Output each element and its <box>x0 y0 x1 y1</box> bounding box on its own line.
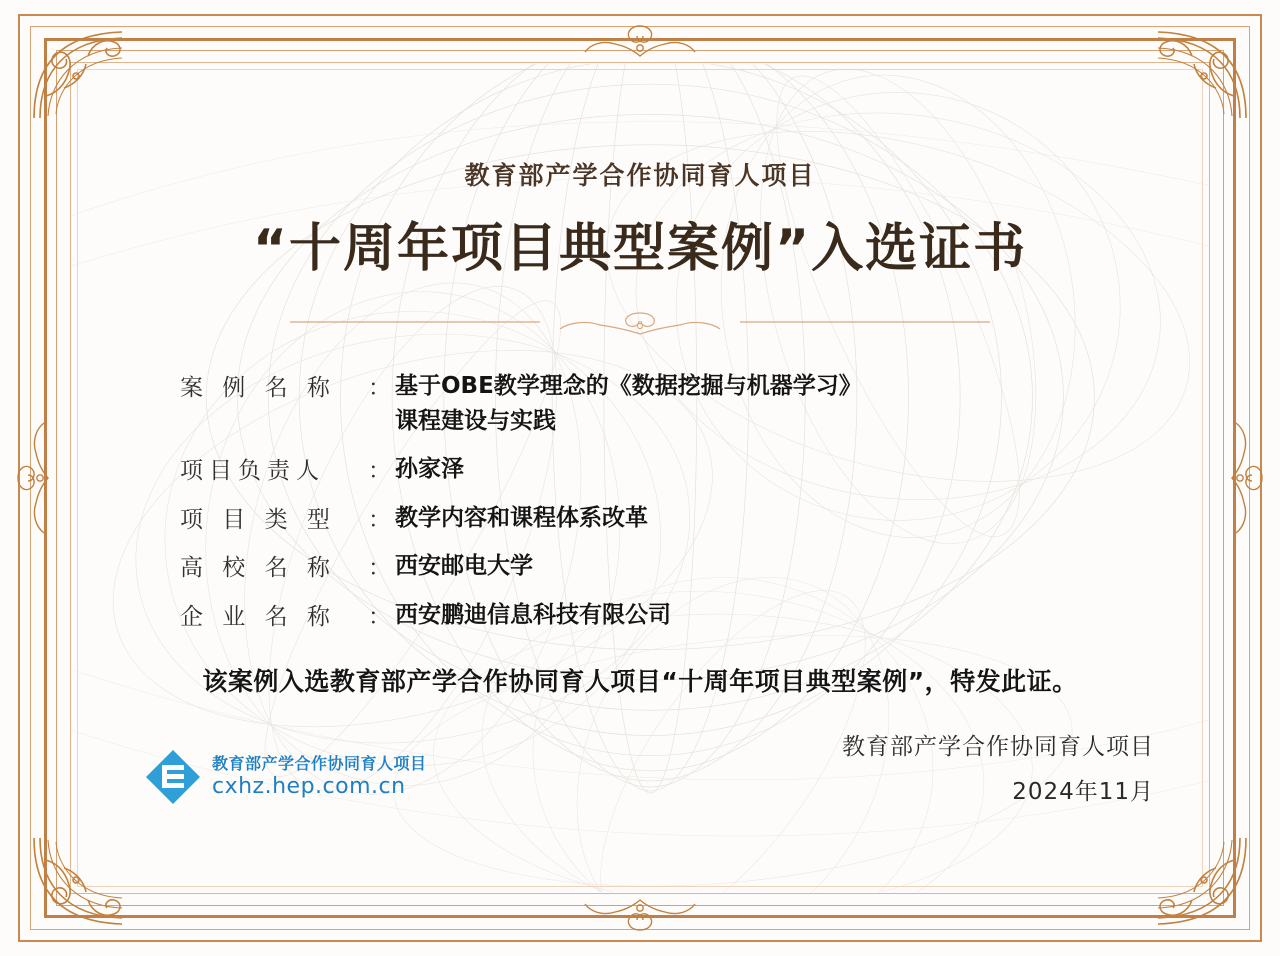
field-value-line1: 基于OBE教学理念的《数据挖掘与机器学习》 <box>395 373 862 399</box>
issuer-organization: 教育部产学合作协同育人项目 <box>842 734 1154 760</box>
field-row-project-type <box>180 501 1184 536</box>
program-logo-url: cxhz.hep.com.cn <box>212 773 406 799</box>
issue-date: 2024年11月 <box>1012 779 1154 805</box>
field-row-project-leader <box>180 452 1184 487</box>
certificate-fields <box>180 369 1184 632</box>
program-logo <box>144 748 427 806</box>
field-colon: ： <box>368 375 391 401</box>
edge-medallion-icon <box>555 22 725 66</box>
field-value: 教学内容和课程体系改革 <box>395 504 648 531</box>
field-colon: ： <box>368 555 391 581</box>
certificate-footer <box>96 728 1184 806</box>
field-row-university <box>180 549 1184 584</box>
field-label: 案 例 名 称 <box>180 375 336 401</box>
program-logo-text <box>212 755 427 799</box>
edge-medallion-icon <box>1222 393 1266 563</box>
field-value <box>395 369 862 438</box>
field-label: 项目负责人 <box>180 458 325 484</box>
field-colon: ： <box>368 603 391 630</box>
program-logo-cn: 教育部产学合作协同育人项目 <box>212 754 427 774</box>
issuer-block <box>842 728 1154 806</box>
certificate-content <box>96 78 1184 878</box>
field-value-line2: 课程建设与实践 <box>395 407 556 434</box>
certificate-title: “十周年项目典型案例”入选证书 <box>252 219 1028 279</box>
field-row-case-name <box>180 369 1184 438</box>
field-label: 高 校 名 称 <box>180 555 336 581</box>
certificate-statement: 该案例入选教育部产学合作协同育人项目“十周年项目典型案例”，特发此证。 <box>202 667 1078 696</box>
field-label: 企 业 名 称 <box>180 603 336 630</box>
field-value: 西安邮电大学 <box>395 553 533 579</box>
certificate-subtitle: 教育部产学合作协同育人项目 <box>464 161 816 190</box>
edge-medallion-icon <box>555 890 725 934</box>
field-colon: ： <box>368 506 391 533</box>
edge-medallion-icon <box>14 393 58 563</box>
hep-logo-icon <box>144 748 202 806</box>
ornamental-divider-icon <box>290 309 990 335</box>
field-colon: ： <box>368 458 391 484</box>
field-value: 西安鹏迪信息科技有限公司 <box>395 601 671 628</box>
field-label: 项 目 类 型 <box>180 506 336 533</box>
field-row-company <box>180 598 1184 633</box>
field-value: 孙家泽 <box>395 456 464 482</box>
